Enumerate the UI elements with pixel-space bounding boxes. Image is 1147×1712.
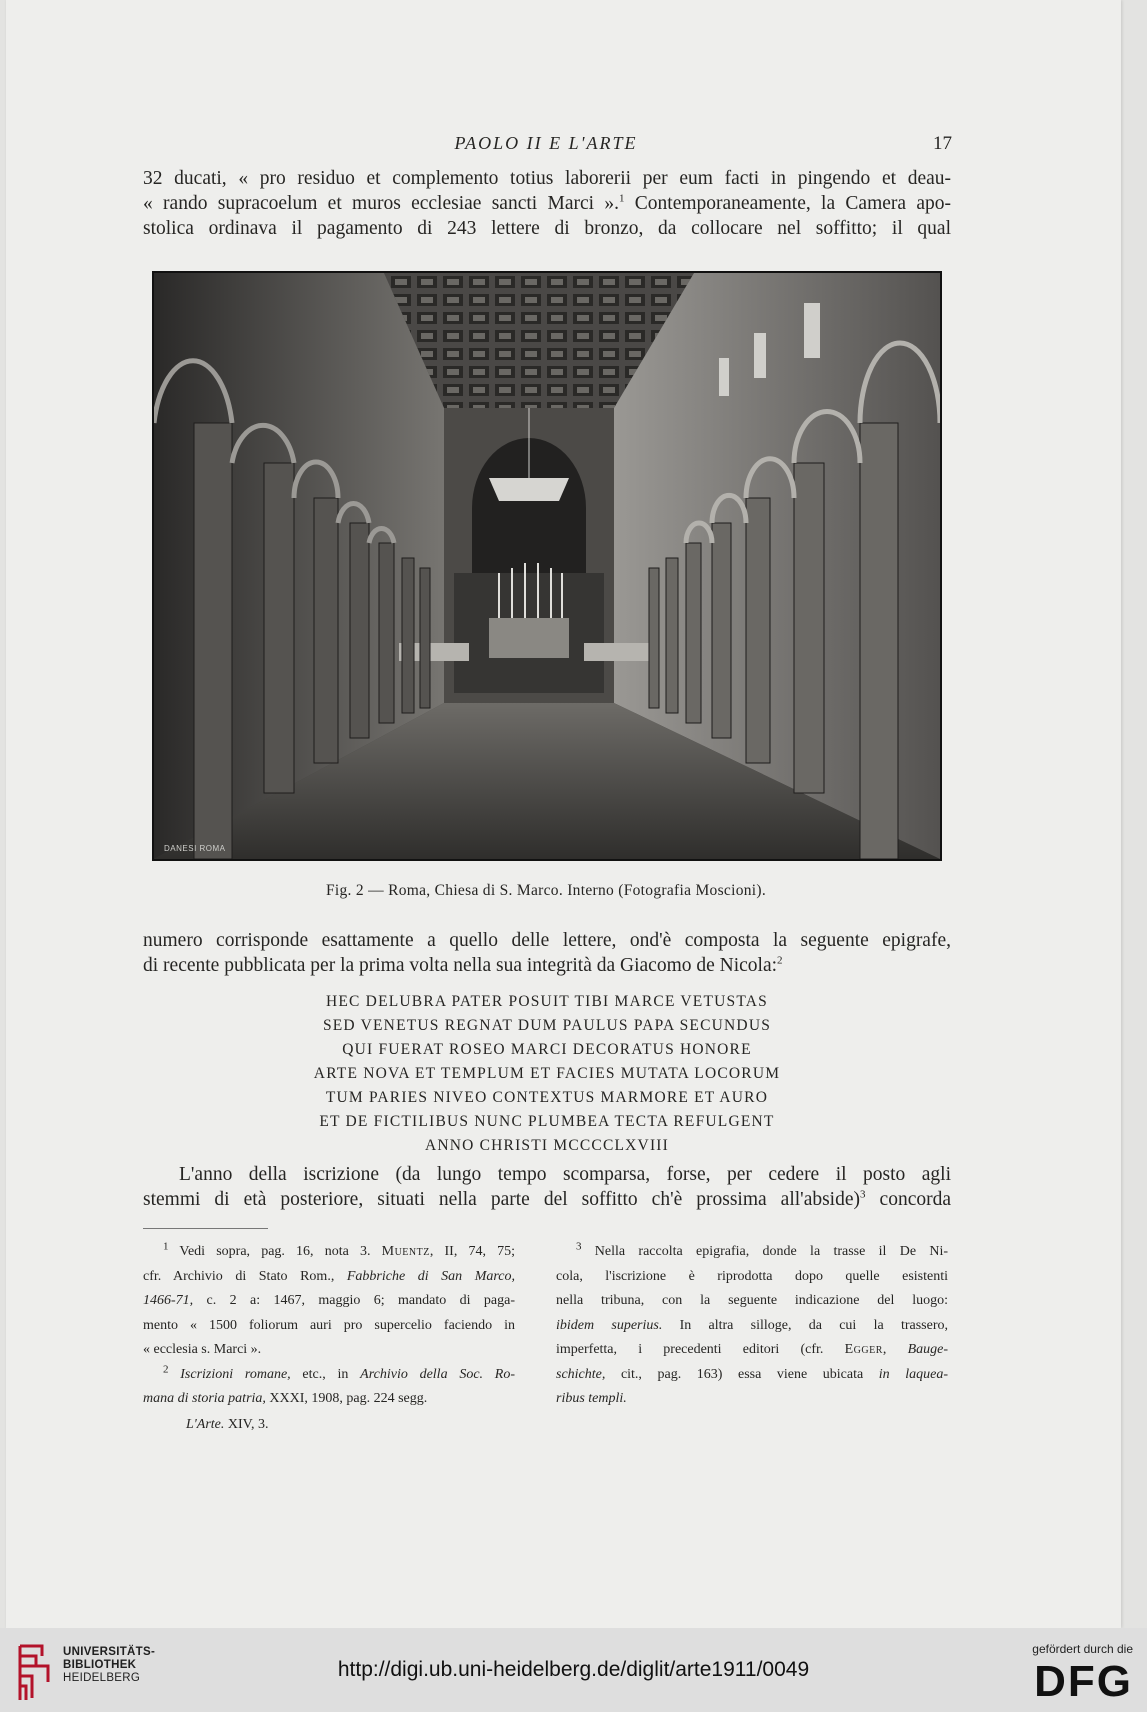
footnote-line: mana di storia patria, XXXI, 1908, pag. 224 segg. <box>143 1391 428 1406</box>
footnote-line: mento « 1500 foliorum auri pro supercelio faciendo in <box>143 1317 515 1333</box>
figure-caption: Fig. 2 — Roma, Chiesa di S. Marco. Interno (Fotografia Moscioni). <box>325 882 767 899</box>
footnote-line: schichte, cit., pag. 163) essa viene ubicata in laquea- <box>556 1366 949 1382</box>
text-line: « rando supracoelum et muros ecclesiae sancti Marci ».$^1$ Contemporaneamente, la Camera apo- <box>143 192 951 214</box>
footnote-line: ribus templi. <box>556 1391 627 1406</box>
footnote-3 <box>556 1240 948 1412</box>
dfg-logo: DFG <box>1034 1657 1133 1706</box>
permalink-url[interactable]: http://digi.ub.uni-heidelberg.de/diglit/arte1911/0049 <box>337 1658 810 1681</box>
footnote-line: nella tribuna, con la seguente indicazione del luogo: <box>556 1293 948 1308</box>
footnote-line: cola, l'iscrizione è riprodotta dopo quelle esistenti <box>556 1268 948 1284</box>
funded-by-label: gefördert durch die <box>1032 1642 1133 1656</box>
library-name: UNIVERSITÄTS- BIBLIOTHEK HEIDELBERG <box>63 1646 156 1684</box>
text-line: stolica ordinava il pagamento di 243 lettere di bronzo, da collocare nel soffitto; il qual <box>143 218 951 239</box>
footnotes-left <box>143 1240 515 1412</box>
epigraph-line: ET DE FICTILIBUS NUNC PLUMBEA TECTA REFULGENT <box>319 1113 775 1130</box>
text-line: di recente pubblicata per la prima volta nella sua integrità da Giacomo de Nicola:$^2$ <box>143 954 783 976</box>
photo-illustration <box>154 273 940 859</box>
photo-credit: DANESI ROMA <box>164 844 226 853</box>
footnote-line: $^2$ Iscrizioni romane, etc., in Archivio della Soc. Ro- <box>163 1362 516 1382</box>
footnote-line: imperfetta, i precedenti editori (cfr. Egger, Bauge- <box>556 1342 949 1357</box>
footnote-line: $^1$ Vedi sopra, pag. 16, nota 3. Muentz, II, 74, 75; <box>163 1240 516 1259</box>
running-head <box>140 133 952 159</box>
running-title: PAOLO II E L'ARTE <box>454 133 638 153</box>
footnote-ref: 2 <box>777 954 783 967</box>
footnote-ref: 3 <box>860 1188 866 1201</box>
epigraph-line: ARTE NOVA ET TEMPLUM ET FACIES MUTATA LOCORUM <box>313 1065 781 1082</box>
footnote-1 <box>143 1240 515 1363</box>
paragraph-1 <box>143 166 951 241</box>
footnote-line: $^3$ Nella raccolta epigrafia, donde la trasse il De Ni- <box>576 1240 948 1259</box>
footnote-line: ibidem superius. In altra silloge, da cui la trassero, <box>556 1317 948 1333</box>
text-line: 32 ducati, « pro residuo et complemento totius laborerii per eum facti in pingendo et deau- <box>143 168 951 189</box>
page-number: 17 <box>933 133 952 154</box>
epigraph-line: ANNO CHRISTI MCCCCLXVIII <box>424 1137 670 1154</box>
footnotes-right <box>556 1240 948 1412</box>
footnote-line: 1466-71, c. 2 a: 1467, maggio 6; mandato di paga- <box>143 1293 515 1308</box>
paragraph-2 <box>143 928 951 978</box>
epigraph <box>143 990 951 1158</box>
viewer-footer <box>0 1628 1147 1712</box>
text-line: stemmi di età posteriore, situati nella parte del soffitto ch'è prossima all'abside)$^3$ concorda <box>143 1188 951 1210</box>
epigraph-line: SED VENETUS REGNAT DUM PAULUS PAPA SECUNDUS <box>322 1017 772 1034</box>
footnote-2 <box>143 1363 515 1412</box>
footnote-ref: 1 <box>618 192 625 205</box>
paragraph-3 <box>143 1162 951 1212</box>
text-line: L'anno della iscrizione (da lungo tempo scomparsa, forse, per cedere il posto agli <box>179 1164 951 1185</box>
footnote-line: cfr. Archivio di Stato Rom., Fabbriche di San Marco, <box>143 1268 516 1284</box>
footnote-rule <box>143 1228 268 1229</box>
journal-signature: L'Arte. XIV, 3. <box>186 1417 269 1432</box>
epigraph-line: TUM PARIES NIVEO CONTEXTUS MARMORE ET AURO <box>325 1089 769 1106</box>
epigraph-line: QUI FUERAT ROSEO MARCI DECORATUS HONORE <box>342 1041 752 1058</box>
text-line: numero corrisponde esattamente a quello delle lettere, ond'è composta la seguente epigrafe, <box>143 930 951 951</box>
church-interior-photo <box>152 271 942 861</box>
epigraph-line: HEC DELUBRA PATER POSUIT TIBI MARCE VETUSTAS <box>326 993 768 1010</box>
footnote-line: « ecclesia s. Marci ». <box>143 1342 262 1357</box>
